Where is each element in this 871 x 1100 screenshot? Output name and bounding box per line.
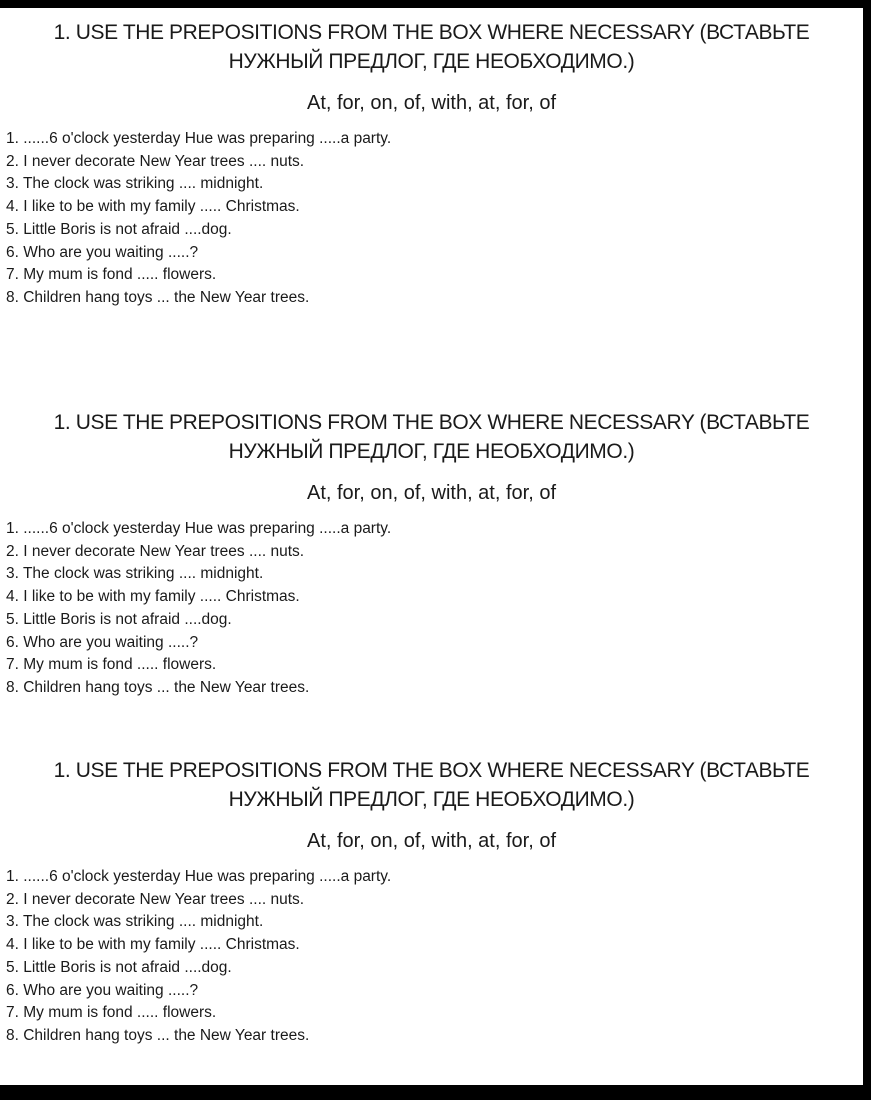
- worksheet-page: [0, 8, 863, 1085]
- sentence-item: 3. The clock was striking .... midnight.: [6, 913, 264, 931]
- sentence-item: 5. Little Boris is not afraid ....dog.: [6, 220, 232, 238]
- prepositions-box: At, for, on, of, with, at, for, of: [306, 92, 556, 114]
- sentence-item: 8. Children hang toys ... the New Year trees.: [6, 1026, 310, 1044]
- sentence-item: 5. Little Boris is not afraid ....dog.: [6, 958, 232, 976]
- sentence-item: 2. I never decorate New Year trees .... nuts.: [6, 152, 305, 170]
- sentence-item: 7. My mum is fond ..... flowers.: [6, 656, 217, 674]
- sentence-item: 3. The clock was striking .... midnight.: [6, 175, 264, 193]
- exercise-block-1: [0, 18, 863, 310]
- exercise-block-2: [0, 408, 863, 700]
- sentence-item: 2. I never decorate New Year trees .... nuts.: [6, 890, 305, 908]
- sentence-item: 5. Little Boris is not afraid ....dog.: [6, 610, 232, 628]
- sentence-item: 1. ......6 o'clock yesterday Hue was preparing .....a party.: [6, 520, 392, 537]
- sentence-item: 6. Who are you waiting .....?: [6, 243, 199, 261]
- sentence-list: [0, 518, 863, 700]
- prepositions-box: At, for, on, of, with, at, for, of: [306, 830, 556, 852]
- sentence-item: 4. I like to be with my family ..... Christmas.: [6, 936, 300, 954]
- sentence-item: 1. ......6 o'clock yesterday Hue was preparing .....a party.: [6, 868, 392, 885]
- exercise-title: 1. USE THE PREPOSITIONS FROM THE BOX WHERE NECESSARY (ВСТАВЬТЕ НУЖНЫЙ ПРЕДЛОГ, ГДЕ НЕОБХОДИМО.): [53, 759, 810, 811]
- sentence-item: 4. I like to be with my family ..... Christmas.: [6, 588, 300, 606]
- sentence-list: [0, 866, 863, 1048]
- sentence-item: 6. Who are you waiting .....?: [6, 633, 199, 651]
- sentence-item: 4. I like to be with my family ..... Christmas.: [6, 198, 300, 216]
- prepositions-box: At, for, on, of, with, at, for, of: [306, 482, 556, 504]
- sentence-item: 2. I never decorate New Year trees .... nuts.: [6, 542, 305, 560]
- exercise-title: 1. USE THE PREPOSITIONS FROM THE BOX WHERE NECESSARY (ВСТАВЬТЕ НУЖНЫЙ ПРЕДЛОГ, ГДЕ НЕОБХОДИМО.): [53, 21, 810, 73]
- exercise-block-3: [0, 756, 863, 1048]
- sentence-list: [0, 128, 863, 310]
- sentence-item: 8. Children hang toys ... the New Year trees.: [6, 678, 310, 696]
- sentence-item: 6. Who are you waiting .....?: [6, 981, 199, 999]
- sentence-item: 3. The clock was striking .... midnight.: [6, 565, 264, 583]
- sentence-item: 8. Children hang toys ... the New Year trees.: [6, 288, 310, 306]
- exercise-title: 1. USE THE PREPOSITIONS FROM THE BOX WHERE NECESSARY (ВСТАВЬТЕ НУЖНЫЙ ПРЕДЛОГ, ГДЕ НЕОБХОДИМО.): [53, 411, 810, 463]
- sentence-item: 7. My mum is fond ..... flowers.: [6, 1004, 217, 1022]
- sentence-item: 1. ......6 o'clock yesterday Hue was preparing .....a party.: [6, 130, 392, 147]
- sentence-item: 7. My mum is fond ..... flowers.: [6, 266, 217, 284]
